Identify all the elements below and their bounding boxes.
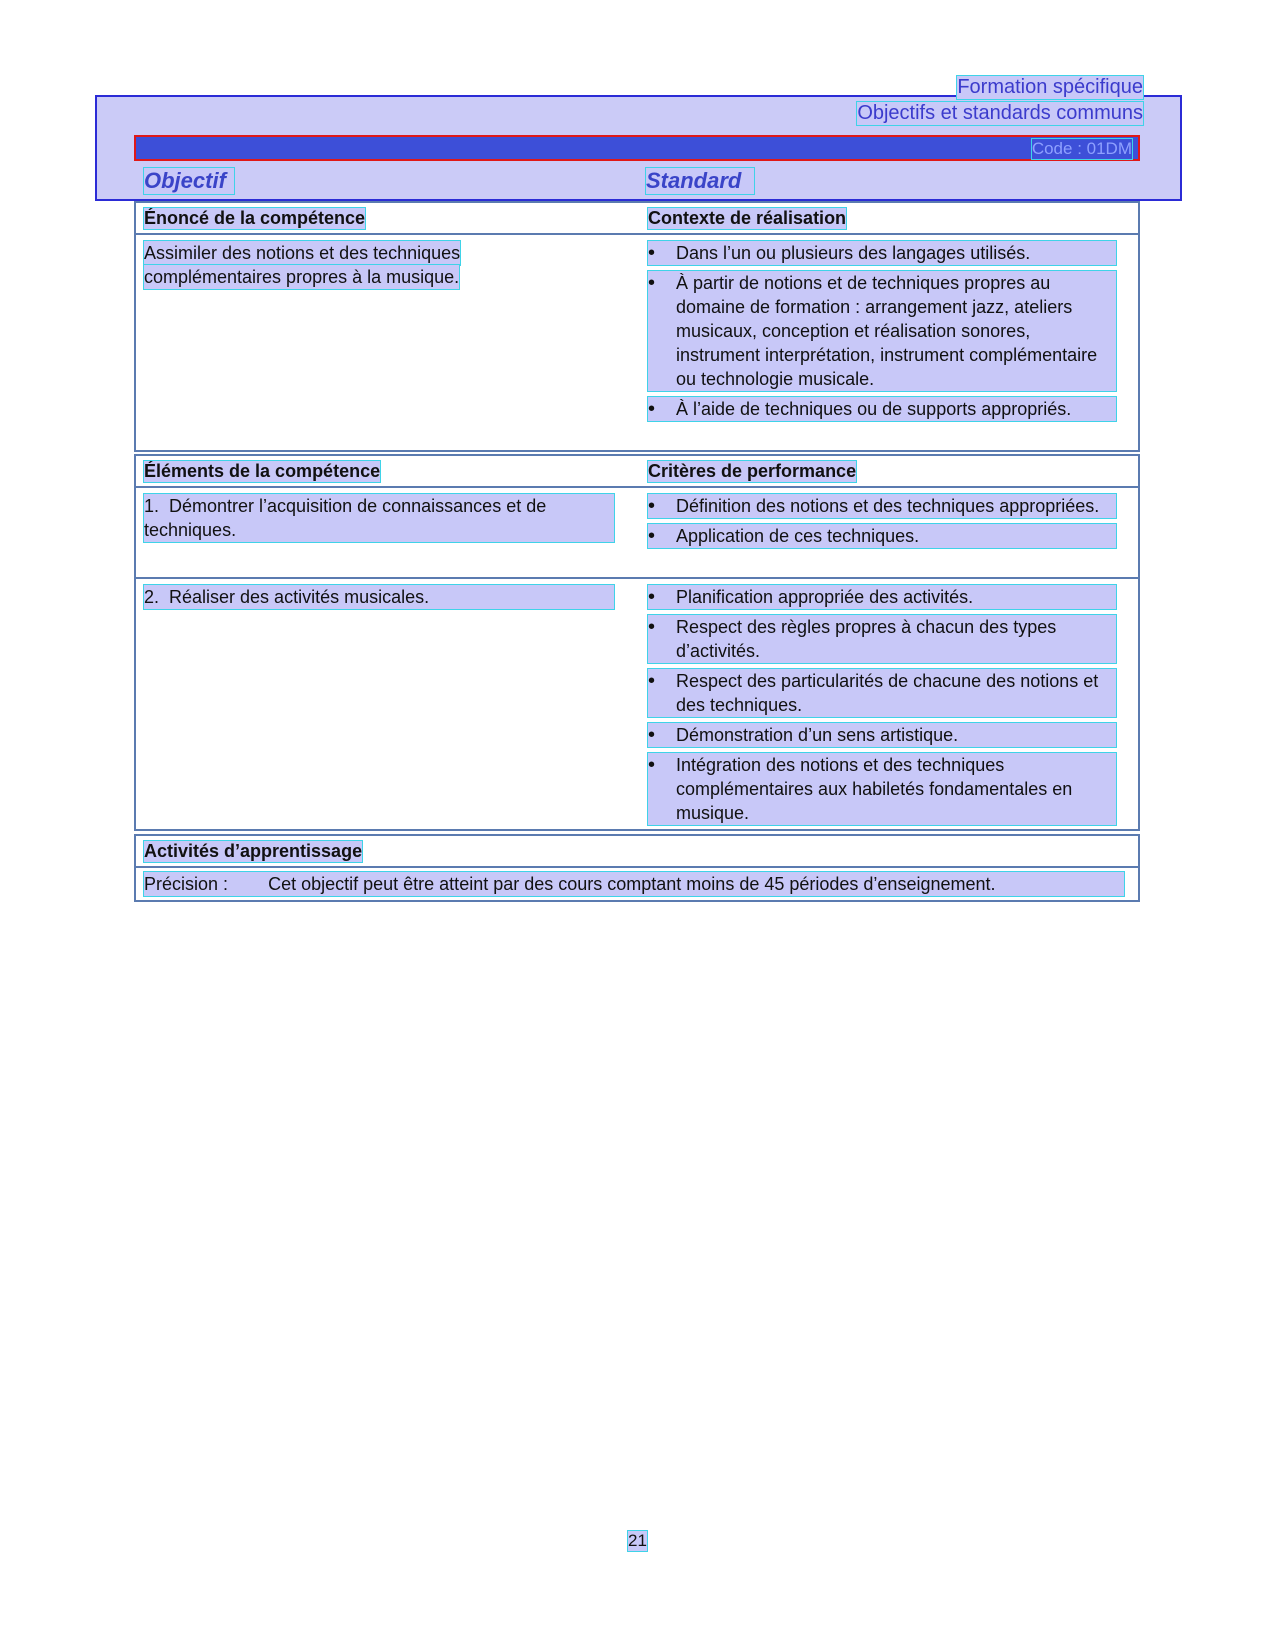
standard-title: Standard [646, 168, 754, 194]
competence-header-row [136, 203, 1138, 235]
element-row-2 [136, 579, 1138, 829]
code-bar [134, 135, 1140, 161]
contexte-list [648, 241, 1116, 427]
element-row-1 [136, 488, 1138, 579]
list-item: • Intégration des notions et des techniques complémentaires aux habiletés fondamentales en musique. [648, 753, 1116, 825]
element-2: 2. Réaliser des activités musicales. [144, 585, 614, 609]
objectifs-standards-title: Objectifs et standards communs [857, 102, 1143, 124]
statement-line-1: Assimiler des notions et des techniques [144, 243, 461, 263]
competence-table [134, 201, 1140, 452]
precision-row [136, 868, 1138, 900]
contexte-heading: Contexte de réalisation [648, 208, 847, 228]
criteria-list-2 [648, 585, 1116, 831]
competence-statement [144, 241, 460, 289]
code-label: Code : 01DM [1031, 139, 1132, 158]
elements-heading: Éléments de la compétence [144, 461, 381, 481]
formation-title: Formation spécifique [957, 76, 1143, 98]
activites-header-row [136, 836, 1138, 868]
precision-label: Précision : [144, 874, 229, 894]
criteres-heading: Critères de performance [648, 461, 857, 481]
list-item: • Application de ces techniques. [648, 524, 1116, 548]
enonce-heading: Énoncé de la compétence [144, 208, 366, 228]
elements-table [134, 454, 1140, 831]
page-number: 21 [628, 1531, 647, 1550]
objectif-title: Objectif [144, 168, 234, 194]
list-item: • À partir de notions et de techniques propres au domaine de formation : arrangement jazz, ateliers musicaux, conception et réalisation sonores, instrument interprétation, instrument complémentaire ou technologie musicale. [648, 271, 1116, 391]
list-item: • Démonstration d’un sens artistique. [648, 723, 1116, 747]
precision-text: Cet objectif peut être atteint par des cours comptant moins de 45 périodes d’enseignement. [268, 874, 996, 894]
activites-table [134, 834, 1140, 902]
elements-header-row [136, 456, 1138, 488]
statement-line-2: complémentaires propres à la musique. [144, 267, 460, 287]
element-1: 1. Démontrer l’acquisition de connaissances et de techniques. [144, 494, 614, 542]
list-item: • Respect des règles propres à chacun des types d’activités. [648, 615, 1116, 663]
precision-line [144, 872, 1124, 896]
list-item: • Dans l’un ou plusieurs des langages utilisés. [648, 241, 1116, 265]
list-item: • Planification appropriée des activités. [648, 585, 1116, 609]
activites-heading: Activités d’apprentissage [144, 841, 363, 861]
criteria-list-1 [648, 494, 1116, 554]
competence-body-row [136, 235, 1138, 450]
list-item: • À l’aide de techniques ou de supports appropriés. [648, 397, 1116, 421]
list-item: • Définition des notions et des techniques appropriées. [648, 494, 1116, 518]
list-item: • Respect des particularités de chacune des notions et des techniques. [648, 669, 1116, 717]
